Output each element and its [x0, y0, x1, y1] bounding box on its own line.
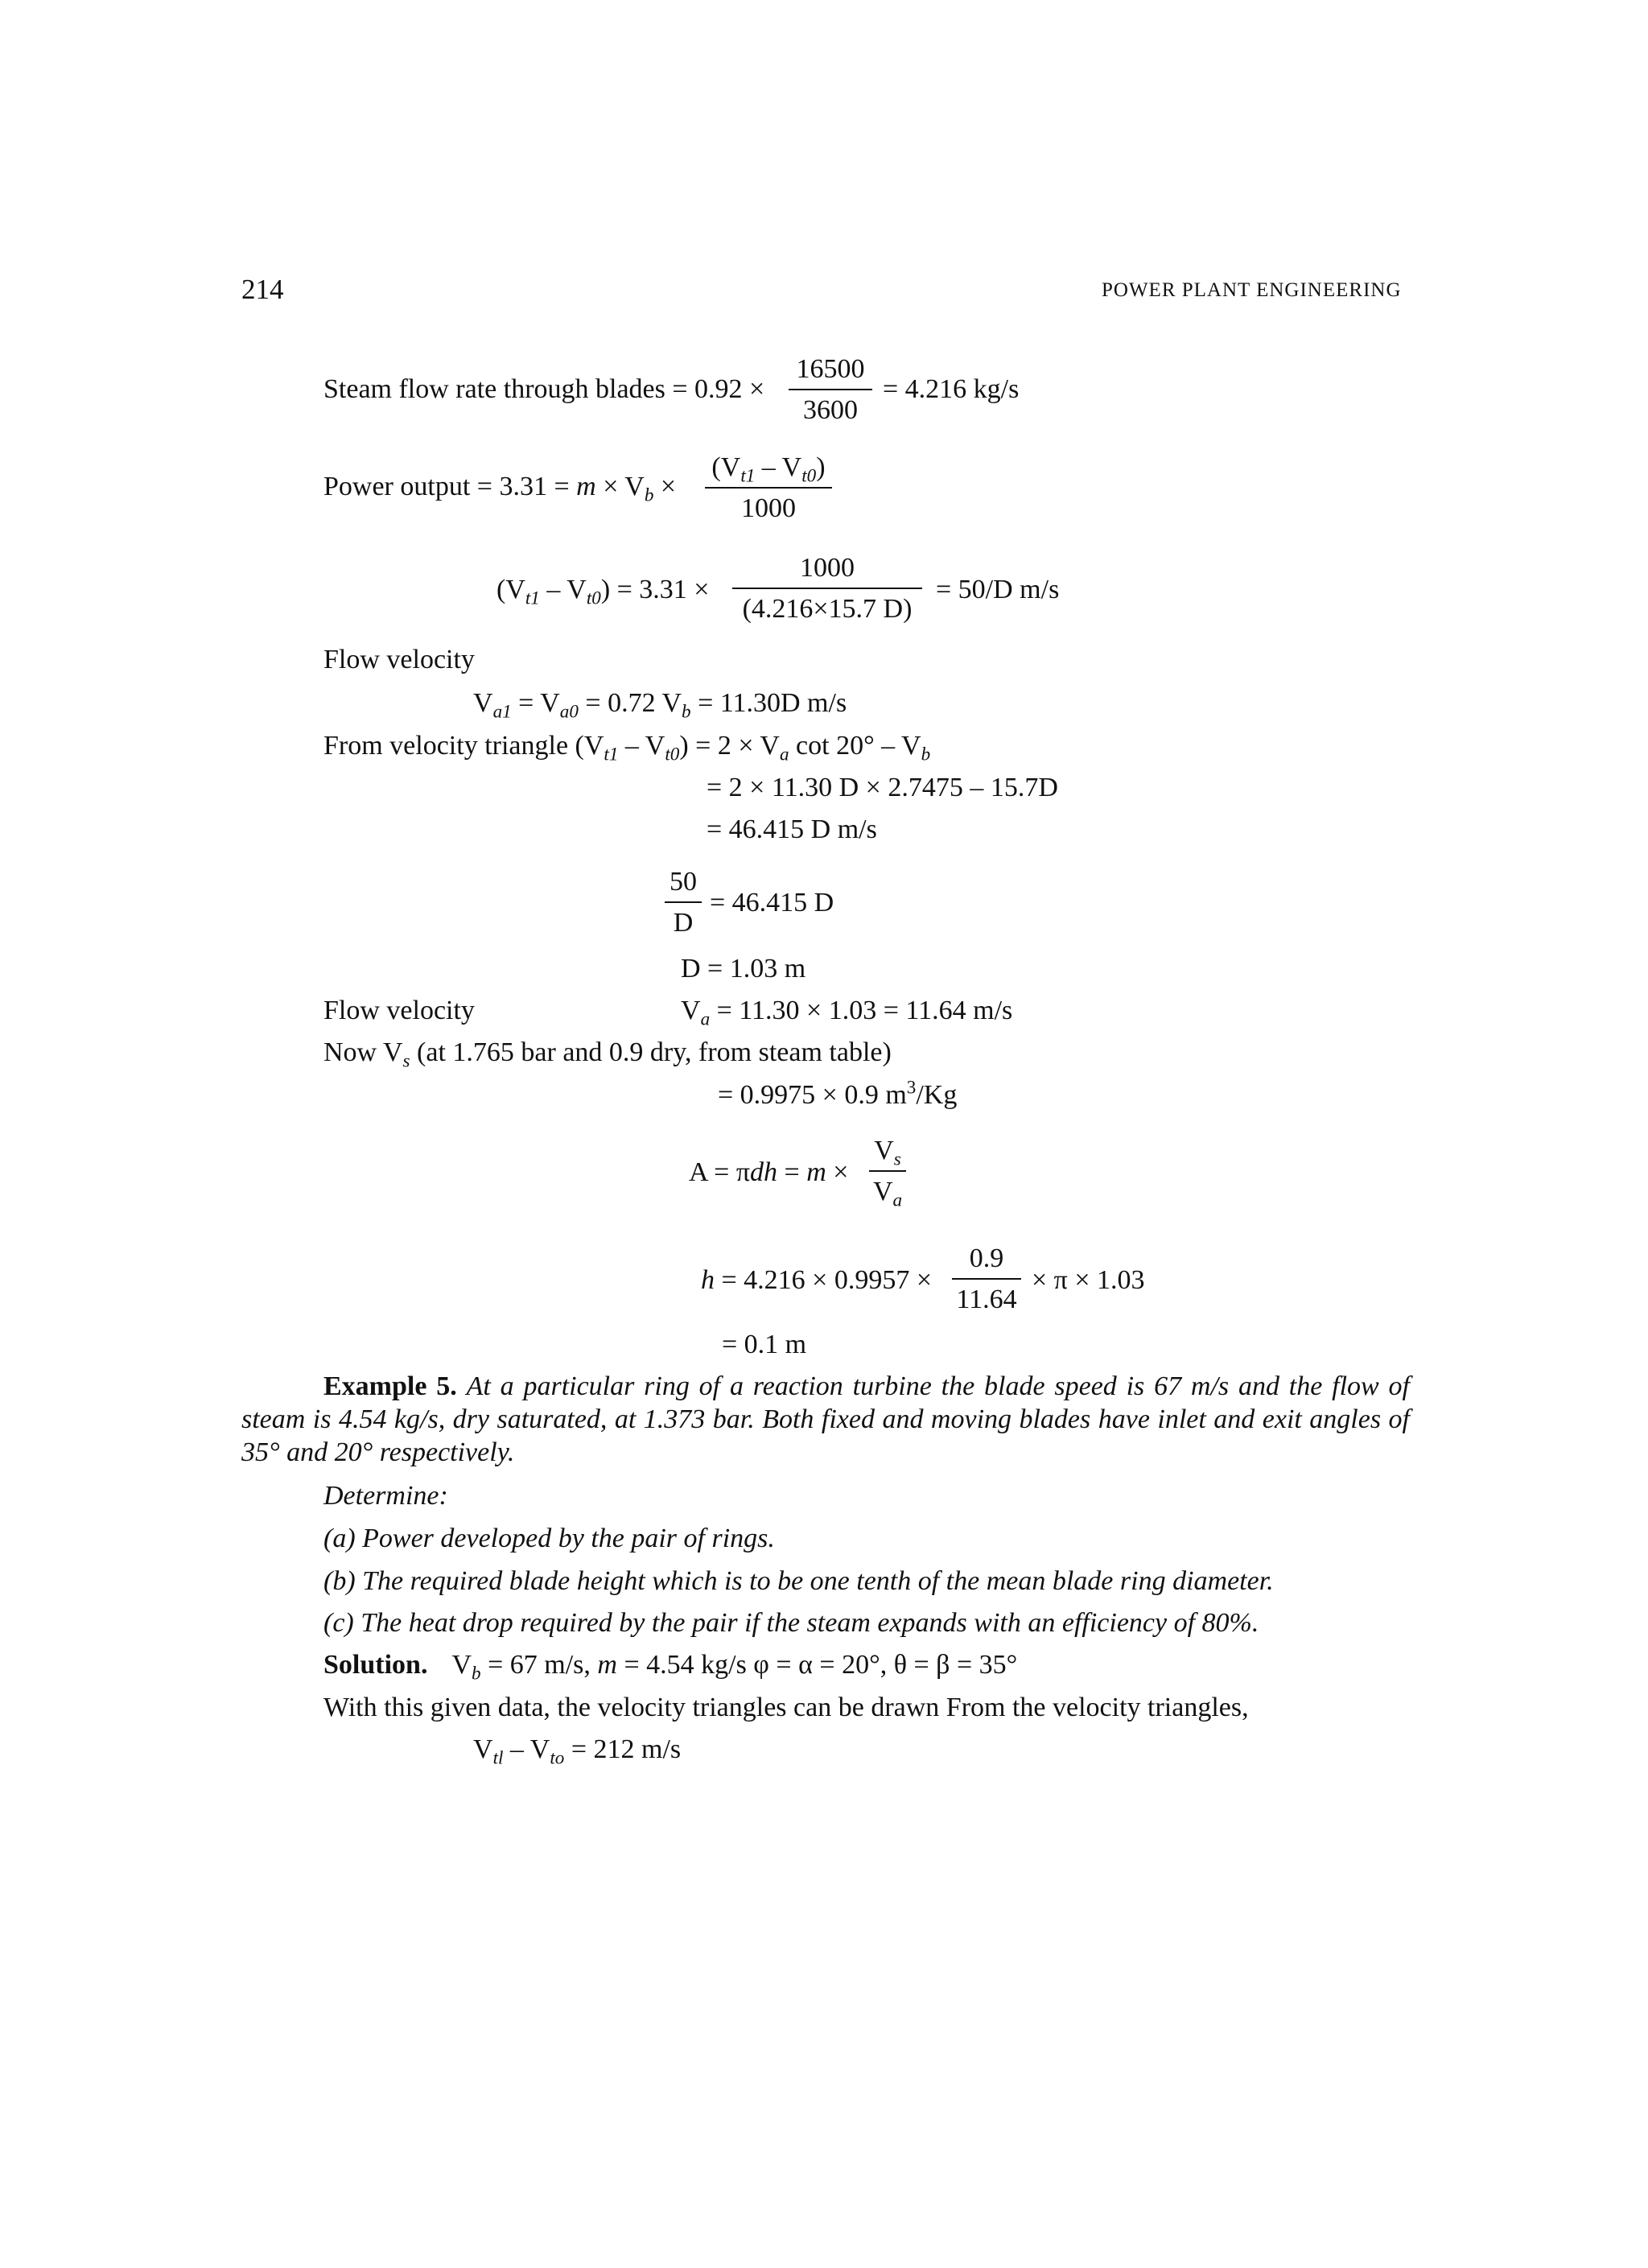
subscript: t0	[665, 744, 680, 765]
text-run: = 11.30D m/s	[690, 688, 847, 718]
text-run: V	[451, 1650, 472, 1680]
eq-area-left	[689, 1157, 848, 1189]
text-run: =	[777, 1157, 807, 1187]
fraction-denominator: 3600	[803, 395, 858, 425]
text-run: ) = 3.31 ×	[600, 575, 710, 604]
subscript: b	[921, 744, 931, 765]
subscript: t1	[604, 744, 619, 765]
symbol-dh: dh	[750, 1157, 778, 1187]
solution-line	[323, 1649, 1018, 1685]
eq-h-value: = 0.1 m	[722, 1330, 807, 1359]
eq-triangle-line3: = 46.415 D m/s	[707, 814, 877, 844]
fraction-bar	[789, 389, 872, 390]
fraction-numerator: 16500	[796, 354, 865, 384]
eq-steam-flow-left: Steam flow rate through blades = 0.92 ×	[323, 374, 765, 404]
solution-label: Solution.	[323, 1650, 428, 1680]
eq-vt-diff-right: = 50/D m/s	[936, 575, 1060, 604]
text-run: = 4.54 kg/s φ = α = 20°, θ = β = 35°	[616, 1650, 1018, 1680]
determine-label: Determine:	[323, 1481, 448, 1511]
subscript: t1	[740, 465, 756, 487]
determine-item-a: (a) Power developed by the pair of rings.	[323, 1524, 775, 1553]
fraction-denominator: 11.64	[956, 1285, 1017, 1314]
subscript: t1	[525, 588, 540, 609]
text-run: A = π	[689, 1157, 751, 1187]
text-run: (V	[711, 452, 741, 482]
text-run: = 0.9975 × 0.9 m	[718, 1080, 907, 1110]
eq-steam-flow-fraction	[789, 353, 872, 427]
text-run: = V	[511, 688, 560, 718]
text-run: (at 1.765 bar and 0.9 dry, from steam table)	[410, 1037, 892, 1067]
subscript: s	[893, 1148, 901, 1170]
symbol-h: h	[701, 1265, 715, 1295]
subscript: a1	[492, 701, 512, 723]
eq-vs	[323, 1037, 892, 1072]
subscript: a	[892, 1190, 903, 1211]
fraction-bar	[952, 1278, 1021, 1280]
given-data-line: With this given data, the velocity triangles can be drawn From the velocity triangles,	[323, 1693, 1249, 1722]
determine-item-c: (c) The heat drop required by the pair if the steam expands with an efficiency of 80%.	[323, 1608, 1259, 1638]
subscript: s	[402, 1050, 410, 1072]
subscript: a	[700, 1008, 711, 1030]
eq-h-fraction	[952, 1243, 1021, 1316]
text-run: = 212 m/s	[564, 1734, 682, 1764]
text-run: ×	[653, 472, 677, 501]
subscript: a0	[559, 701, 579, 723]
text-run: cot 20° – V	[789, 731, 921, 761]
eq-va	[473, 687, 847, 723]
fraction-denominator: 1000	[741, 493, 796, 523]
symbol-m: m	[806, 1157, 826, 1187]
fraction-numerator: 50	[670, 867, 697, 897]
eq-h-left	[701, 1264, 932, 1297]
fraction-denominator: D	[673, 908, 694, 938]
fraction-numerator	[705, 452, 832, 487]
eq-area-fraction	[869, 1135, 906, 1211]
text-run: = 4.216 × 0.9957 ×	[715, 1265, 933, 1295]
superscript: 3	[906, 1077, 917, 1099]
symbol-m: m	[597, 1650, 617, 1680]
text-run: = 67 m/s,	[480, 1650, 598, 1680]
eq-vs-value	[718, 1079, 957, 1111]
text-run: – V	[618, 731, 665, 761]
eq-triangle	[323, 730, 931, 765]
flow-velocity-label-2: Flow velocity	[323, 996, 475, 1025]
text-run: (V	[496, 575, 525, 604]
text-run: )	[816, 452, 826, 482]
text-run: ×	[826, 1157, 849, 1187]
text-run: V	[874, 1136, 894, 1165]
example-text: At a particular ring of a reaction turbine the blade speed is 67 m/s and the flow of steam is 4.54 kg/s, dry saturated, at 1.373 bar. Both fixed and moving blades have inlet and exit angles of 35° and 20° respectively.	[241, 1371, 1411, 1467]
example-label: Example 5.	[323, 1371, 457, 1401]
eq-va-value	[681, 995, 1013, 1030]
text-run: V	[681, 996, 701, 1025]
determine-item-b: (b) The required blade height which is to be one tenth of the mean blade ring diameter.	[323, 1566, 1274, 1596]
text-run: Now V	[323, 1037, 403, 1067]
text-run: – V	[539, 575, 587, 604]
eq-power-output-left	[323, 471, 677, 506]
eq-steam-flow-right: = 4.216 kg/s	[883, 374, 1020, 404]
subscript: a	[779, 744, 789, 765]
fraction-numerator: 0.9	[969, 1243, 1004, 1273]
subscript: to	[550, 1747, 565, 1769]
eq-50d-right: = 46.415 D	[710, 888, 834, 918]
text-run: V	[872, 1177, 893, 1206]
subscript: tl	[492, 1747, 504, 1769]
eq-h-right: × π × 1.03	[1032, 1265, 1145, 1295]
subscript: b	[682, 701, 691, 723]
subscript: t0	[586, 588, 601, 609]
fraction-denominator	[869, 1176, 906, 1211]
symbol-m: m	[576, 472, 596, 501]
eq-triangle-line2: = 2 × 11.30 D × 2.7475 – 15.7D	[707, 773, 1058, 802]
text-run: /Kg	[916, 1080, 958, 1110]
eq-power-output-fraction	[705, 452, 832, 525]
text-run: – V	[503, 1734, 550, 1764]
text-run: = 11.30 × 1.03 = 11.64 m/s	[710, 996, 1013, 1025]
flow-velocity-label: Flow velocity	[323, 645, 475, 674]
text-run: V	[473, 1734, 493, 1764]
eq-vt-diff-left	[496, 574, 710, 609]
fraction-numerator: 1000	[800, 553, 855, 583]
fraction-bar	[665, 901, 702, 903]
text-run: From velocity triangle (V	[323, 731, 604, 761]
fraction-bar	[732, 588, 922, 589]
text-run: – V	[755, 452, 802, 482]
text-run: × V	[595, 472, 645, 501]
subscript: b	[644, 485, 654, 506]
text-run: = 0.72 V	[578, 688, 682, 718]
eq-vt-diff-fraction	[732, 552, 922, 625]
fraction-numerator	[869, 1135, 906, 1170]
running-title: POWER PLANT ENGINEERING	[1102, 279, 1402, 301]
page-number: 214	[241, 274, 284, 305]
fraction-bar	[869, 1170, 906, 1172]
text-run: V	[473, 688, 493, 718]
fraction-bar	[705, 487, 832, 489]
subscript: t0	[801, 465, 817, 487]
eq-final	[473, 1734, 682, 1769]
eq-d-value: D = 1.03 m	[681, 954, 806, 983]
eq-50d-fraction	[665, 866, 702, 939]
subscript: b	[472, 1663, 481, 1685]
text-run: ) = 2 × V	[679, 731, 780, 761]
example-paragraph	[241, 1370, 1410, 1469]
fraction-denominator: (4.216×15.7 D)	[742, 594, 913, 624]
text-run: Power output = 3.31 =	[323, 472, 577, 501]
